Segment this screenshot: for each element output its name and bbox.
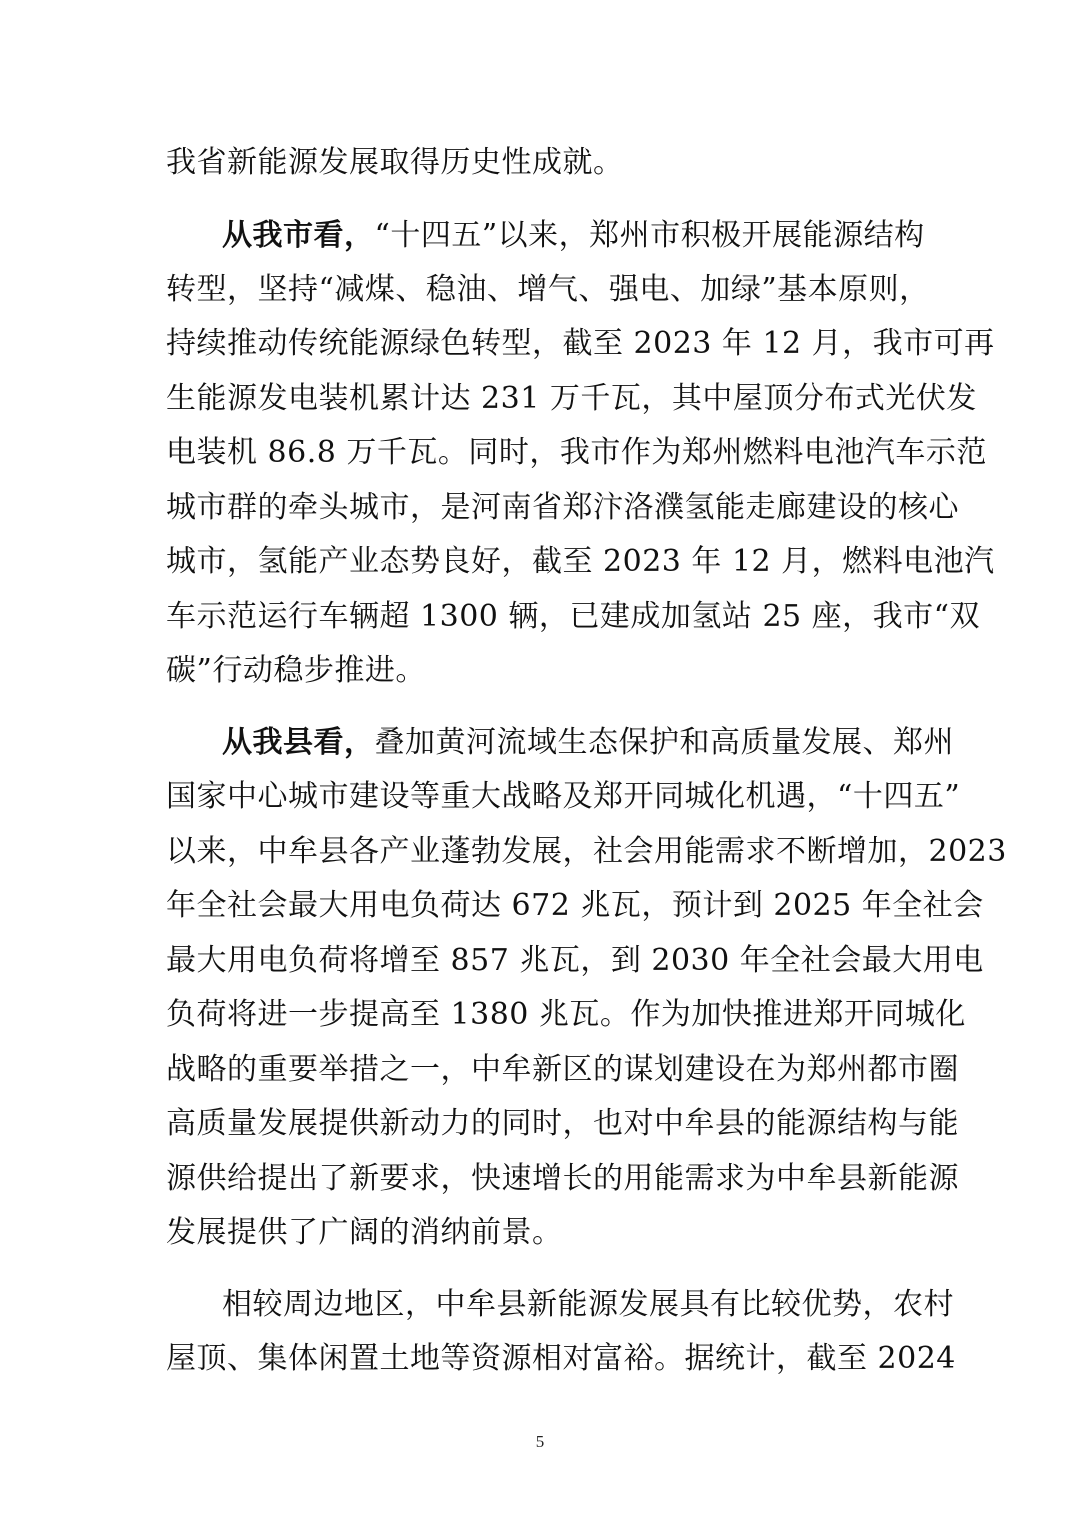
paragraph-2-line-7: 城市，氢能产业态势良好，截至 2023 年 12 月，燃料电池汽: [166, 544, 995, 579]
paragraph-3-line-6: 负荷将进一步提高至 1380 兆瓦。作为加快推进郑开同城化: [166, 997, 966, 1032]
paragraph-3-line-2: 国家中心城市建设等重大战略及郑开同城化机遇，“十四五”: [166, 779, 961, 814]
paragraph-2-line-8: 车示范运行车辆超 1300 辆，已建成加氢站 25 座，我市“双: [166, 599, 981, 634]
paragraph-3-line-5: 最大用电负荷将增至 857 兆瓦，到 2030 年全社会最大用电: [166, 943, 984, 978]
paragraph-3-line-3: 以来，中牟县各产业蓬勃发展，社会用能需求不断增加，2023: [166, 834, 1007, 869]
paragraph-2-line-5: 电装机 86.8 万千瓦。同时，我市作为郑州燃料电池汽车示范: [166, 435, 987, 470]
paragraph-3-line-1-text: 叠加黄河流域生态保护和高质量发展、郑州: [374, 725, 954, 760]
paragraph-3-line-4: 年全社会最大用电负荷达 672 兆瓦，预计到 2025 年全社会: [166, 888, 984, 923]
paragraph-2-line-2: 转型，坚持“减煤、稳油、增气、强电、加绿”基本原则，: [166, 272, 930, 307]
paragraph-2-line-3: 持续推动传统能源绿色转型，截至 2023 年 12 月，我市可再: [166, 326, 995, 361]
paragraph-4-line-1: 相较周边地区，中牟县新能源发展具有比较优势，农村: [222, 1287, 954, 1322]
paragraph-4-line-2: 屋顶、集体闲置土地等资源相对富裕。据统计，截至 2024: [166, 1341, 956, 1376]
paragraph-3-line-7: 战略的重要举措之一，中牟新区的谋划建设在为郑州都市圈: [166, 1052, 959, 1087]
paragraph-2-line-9: 碳”行动稳步推进。: [166, 653, 426, 688]
paragraph-2-line-6: 城市群的牵头城市，是河南省郑汴洛濮氢能走廊建设的核心: [166, 490, 959, 525]
paragraph-3-lead: 从我县看，: [222, 725, 375, 760]
paragraph-3-line-9: 源供给提出了新要求，快速增长的用能需求为中牟县新能源: [166, 1161, 959, 1196]
page-number: 5: [535, 1432, 545, 1451]
paragraph-2-line-4: 生能源发电装机累计达 231 万千瓦，其中屋顶分布式光伏发: [166, 381, 977, 416]
paragraph-3-line-1: [222, 723, 954, 763]
paragraph-2-line-1-text: “十四五”以来，郑州市积极开展能源结构: [374, 218, 925, 253]
paragraph-1-line-1: 我省新能源发展取得历史性成就。: [166, 145, 624, 180]
paragraph-3-line-10: 发展提供了广阔的消纳前景。: [166, 1215, 563, 1250]
paragraph-3-line-8: 高质量发展提供新动力的同时，也对中牟县的能源结构与能: [166, 1106, 959, 1141]
paragraph-2-lead: 从我市看，: [222, 218, 375, 253]
paragraph-2-line-1: [222, 216, 925, 256]
